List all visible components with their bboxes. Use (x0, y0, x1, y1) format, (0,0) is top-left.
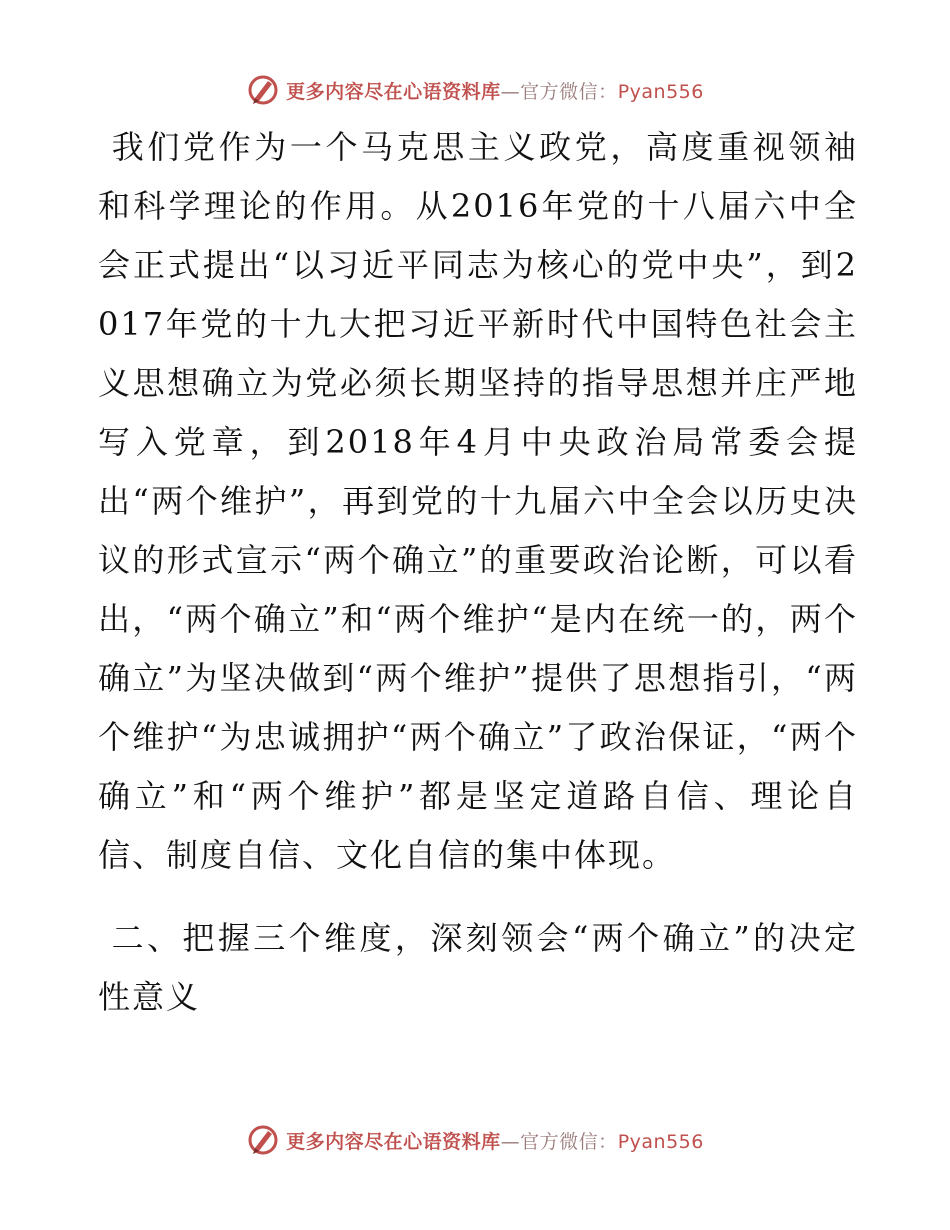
pen-circle-logo-icon (246, 1123, 280, 1157)
body-paragraph: 我们党作为一个马克思主义政党，高度重视领袖和科学理论的作用。从2016年党的十八届六中全会正式提出“以习近平同志为核心的党中央”，到2017年党的十九大把习近平新时代中国特色社会主义思想确立为党必须长期坚持的指导思想并庄严地写入党章，到2018年4月中央政治局常委会提出“两个维护”，再到党的十九届六中全会以历史决议的形式宣示“两个确立”的重要政治论断，可以看出，“两个确立”和“两个维护“是内在统一的，两个确立”为坚决做到“两个维护”提供了思想指引，“两个维护“为忠诚拥护“两个确立”了政治保证，“两个确立”和“两个维护”都是坚定道路自信、理论自信、制度自信、文化自信的集中体现。 (98, 128, 859, 874)
pen-circle-logo-icon (246, 73, 280, 107)
watermark-id: Pyan556 (617, 1130, 704, 1153)
watermark-main: 更多内容尽在心语资料库 (286, 1130, 501, 1153)
watermark-main: 更多内容尽在心语资料库 (286, 80, 501, 103)
watermark-id: Pyan556 (617, 80, 704, 103)
footer-watermark (0, 1120, 950, 1160)
watermark-text (286, 77, 704, 104)
document-body (98, 118, 858, 1027)
watermark-sub: —官方微信： (500, 1130, 618, 1153)
section-heading: 二、把握三个维度，深刻领会“两个确立”的决定性意义 (98, 919, 858, 1016)
header-watermark (0, 70, 950, 110)
watermark-text (286, 1127, 704, 1154)
watermark-sub: —官方微信： (500, 80, 618, 103)
